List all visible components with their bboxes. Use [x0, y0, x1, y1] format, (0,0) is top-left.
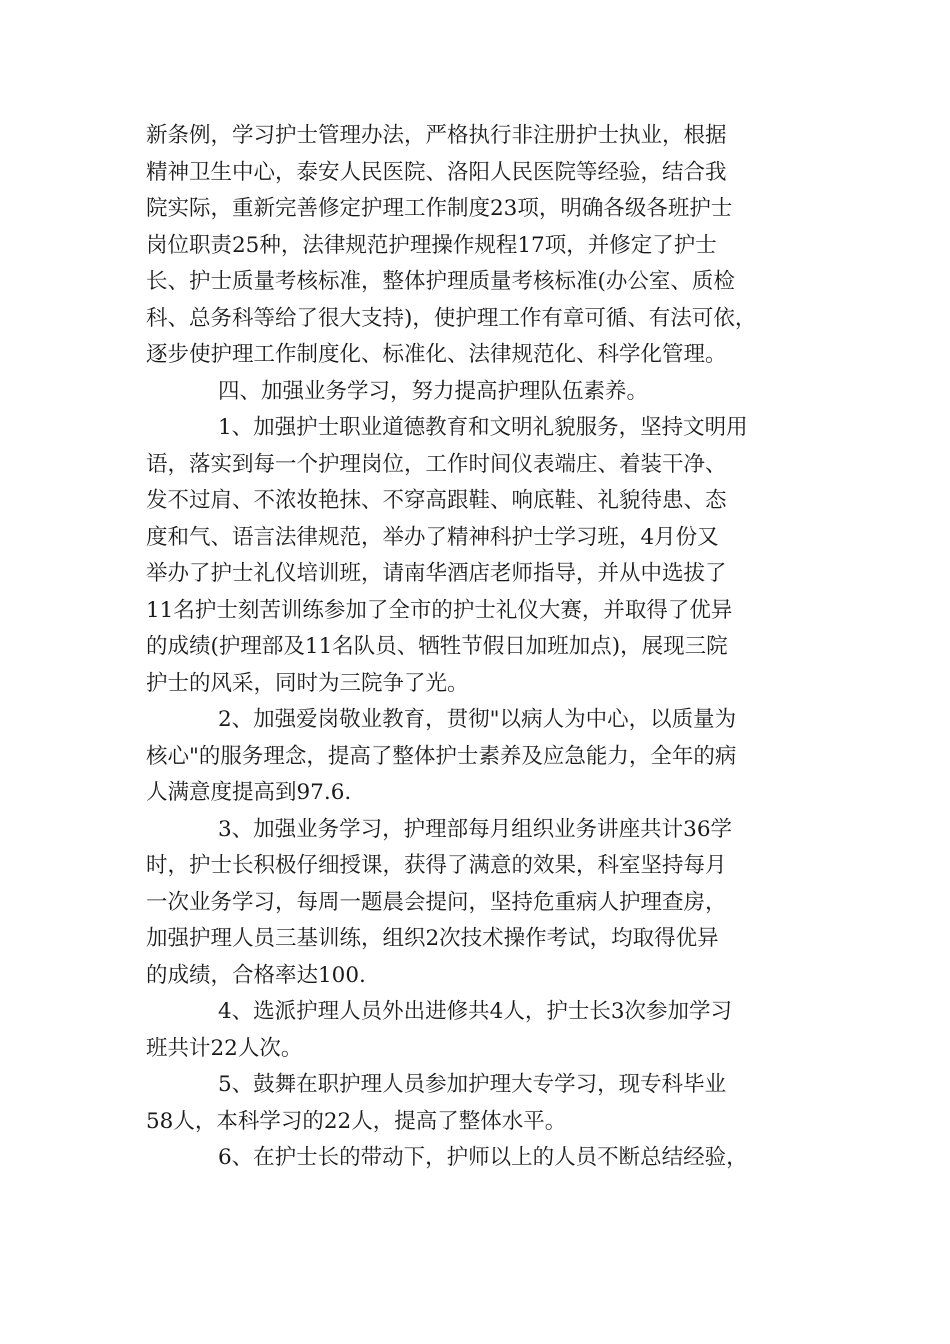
text-line: 6、在护士长的带动下，护师以上的人员不断总结经验，	[218, 1145, 748, 1170]
text-line: 4、选派护理人员外出进修共4人，护士长3次参加学习	[218, 999, 733, 1024]
text-line: 加强护理人员三基训练，组织2次技术操作考试，均取得优异	[146, 926, 719, 951]
text-line: 人满意度提高到97.6.	[146, 780, 352, 805]
text-line: 58人，本科学习的22人，提高了整体水平。	[146, 1108, 567, 1134]
text-line: 科、总务科等给了很大支持)，使护理工作有章可循、有法可依，	[146, 305, 757, 331]
text-line: 时，护士长积极仔细授课，获得了满意的效果，科室坚持每月	[146, 853, 727, 878]
text-line: 1、加强护士职业道德教育和文明礼貌服务，坚持文明用	[218, 415, 748, 440]
text-line: 一次业务学习，每周一题晨会提问，坚持危重病人护理查房，	[146, 889, 727, 915]
text-line: 护士的风采，同时为三院争了光。	[146, 670, 469, 696]
text-line: 院实际，重新完善修定护理工作制度23项，明确各级各班护士	[146, 196, 733, 221]
text-line: 举办了护士礼仪培训班，请南华酒店老师指导，并从中选拔了	[146, 561, 727, 586]
text-line: 11名护士刻苦训练参加了全市的护士礼仪大赛，并取得了优异	[146, 597, 733, 623]
document-body	[146, 118, 826, 1177]
text-line: 岗位职责25种，法律规范护理操作规程17项，并修定了护士	[146, 232, 717, 258]
text-line: 核心"的服务理念，提高了整体护士素养及应急能力，全年的病	[146, 743, 737, 769]
text-line: 班共计22人次。	[146, 1035, 303, 1061]
text-line: 度和气、语言法律规范，举办了精神科护士学习班，4月份又	[146, 524, 719, 550]
text-line: 的成绩(护理部及11名队员、牺牲节假日加班加点)，展现三院	[146, 634, 728, 659]
text-line: 逐步使护理工作制度化、标准化、法律规范化、科学化管理。	[146, 342, 727, 367]
text-line: 长、护士质量考核标准，整体护理质量考核标准(办公室、质检	[146, 269, 735, 294]
text-line: 5、鼓舞在职护理人员参加护理大专学习，现专科毕业	[218, 1072, 727, 1097]
text-line: 2、加强爱岗敬业教育，贯彻"以病人为中心，以质量为	[218, 707, 737, 732]
text-line: 精神卫生中心，泰安人民医院、洛阳人民医院等经验，结合我	[146, 159, 727, 185]
text-line: 3、加强业务学习，护理部每月组织业务讲座共计36学	[218, 816, 733, 842]
text-line: 新条例，学习护士管理办法，严格执行非注册护士执业，根据	[146, 123, 727, 148]
text-line: 的成绩，合格率达100.	[146, 962, 366, 988]
text-line: 四、加强业务学习，努力提高护理队伍素养。	[218, 378, 649, 404]
text-line: 发不过肩、不浓妆艳抹、不穿高跟鞋、响底鞋、礼貌待患、态	[146, 488, 727, 513]
text-line: 语，落实到每一个护理岗位，工作时间仪表端庄、着装干净、	[146, 451, 727, 477]
